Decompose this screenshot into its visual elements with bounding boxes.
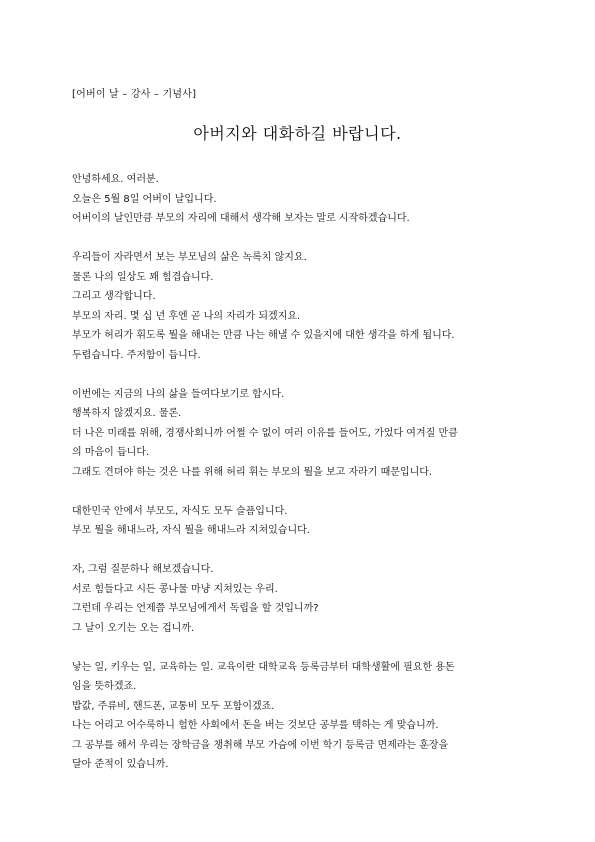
text-line: 이번에는 지금의 나의 삶을 들여다보기로 합시다. [72, 388, 285, 400]
text-line: 의 마음이 듭니다. [72, 447, 150, 458]
text-line: 낳는 일, 키우는 일, 교육하는 일. 교육이란 대학교육 등록금부터 대학생활에 필요한 용돈 [72, 661, 455, 673]
text-line: 오늘은 5월 8일 어버이 날입니다. [72, 193, 217, 205]
text-line: 자, 그럼 질문하나 해보겠습니다. [72, 564, 214, 575]
text-line: 행복하지 않겠지요. 물론. [72, 408, 182, 419]
text-line: 임을 뜻하겠죠. [72, 681, 137, 692]
text-line: 밥값, 주류비, 핸드폰, 교통비 모두 포함이겠죠. [72, 700, 275, 712]
text-line: 물론 나의 일상도 꽤 힘겹습니다. [72, 271, 214, 283]
text-line: 우리들이 자라면서 보는 부모님의 삶은 녹록치 않지요. [72, 252, 307, 263]
paragraph [72, 388, 530, 486]
text-line: 어버이의 날인만큼 부모의 자리에 대해서 생각해 보자는 말로 시작하겠습니다. [72, 213, 410, 224]
text-line: 그 날이 오기는 오는 겁니까. [72, 622, 195, 634]
paragraph [72, 173, 530, 232]
text-line: 그 공부를 해서 우리는 장학금을 챙취해 부모 가슴에 이번 학기 등록금 면제라는 훈장을 [72, 739, 449, 751]
paragraph [72, 251, 530, 368]
speech-header: [어버이 날 – 강사 – 기념사] [72, 89, 197, 100]
text-line: 그래도 견뎌야 하는 것은 나를 위해 허리 휘는 부모의 뭘을 보고 자라기 때문입니다. [72, 466, 433, 478]
text-line: 부모 뭘을 해내느라, 자식 뭘을 해내느라 지쳐있습니다. [72, 525, 310, 536]
paragraph [72, 661, 530, 778]
text-line: 달아 준적이 있습니까. [72, 759, 169, 770]
text-line: 그리고 생각합니다. [72, 291, 156, 302]
text-line: 안녕하세요. 여러분. [72, 174, 159, 185]
text-line: 부모가 허리가 휘도록 뭘을 해내는 만큼 나는 해낼 수 있을지에 대한 생각을 하게 됩니다. [72, 330, 455, 341]
text-line: 부모의 자리. 몇 십 년 후엔 곧 나의 자리가 되겠지요. [72, 310, 301, 322]
speech-body [72, 173, 530, 797]
text-line: 두렵습니다. 주저함이 듭니다. [72, 349, 201, 361]
text-line: 서로 힘들다고 시든 콩나물 마냥 지쳐있는 우리. [72, 583, 278, 595]
paragraph [72, 505, 530, 544]
text-line: 더 나은 미래를 위해, 경쟁사회니까 어쩔 수 없이 여러 이유를 들어도, 가었다 여겨질 만큼 [72, 427, 458, 439]
paragraph [72, 563, 530, 641]
text-line: 그런데 우리는 언제쯤 부모님에게서 독립을 할 것입니까? [72, 603, 319, 614]
speech-title: 아버지와 대화하길 바랍니다. [193, 124, 402, 143]
text-line: 나는 어리고 어수룩하니 험한 사회에서 돈을 버는 것보단 공부를 택하는 게 맞습니까. [72, 720, 439, 731]
text-line: 대한민국 안에서 부모도, 자식도 모두 슬픔입니다. [72, 505, 288, 517]
